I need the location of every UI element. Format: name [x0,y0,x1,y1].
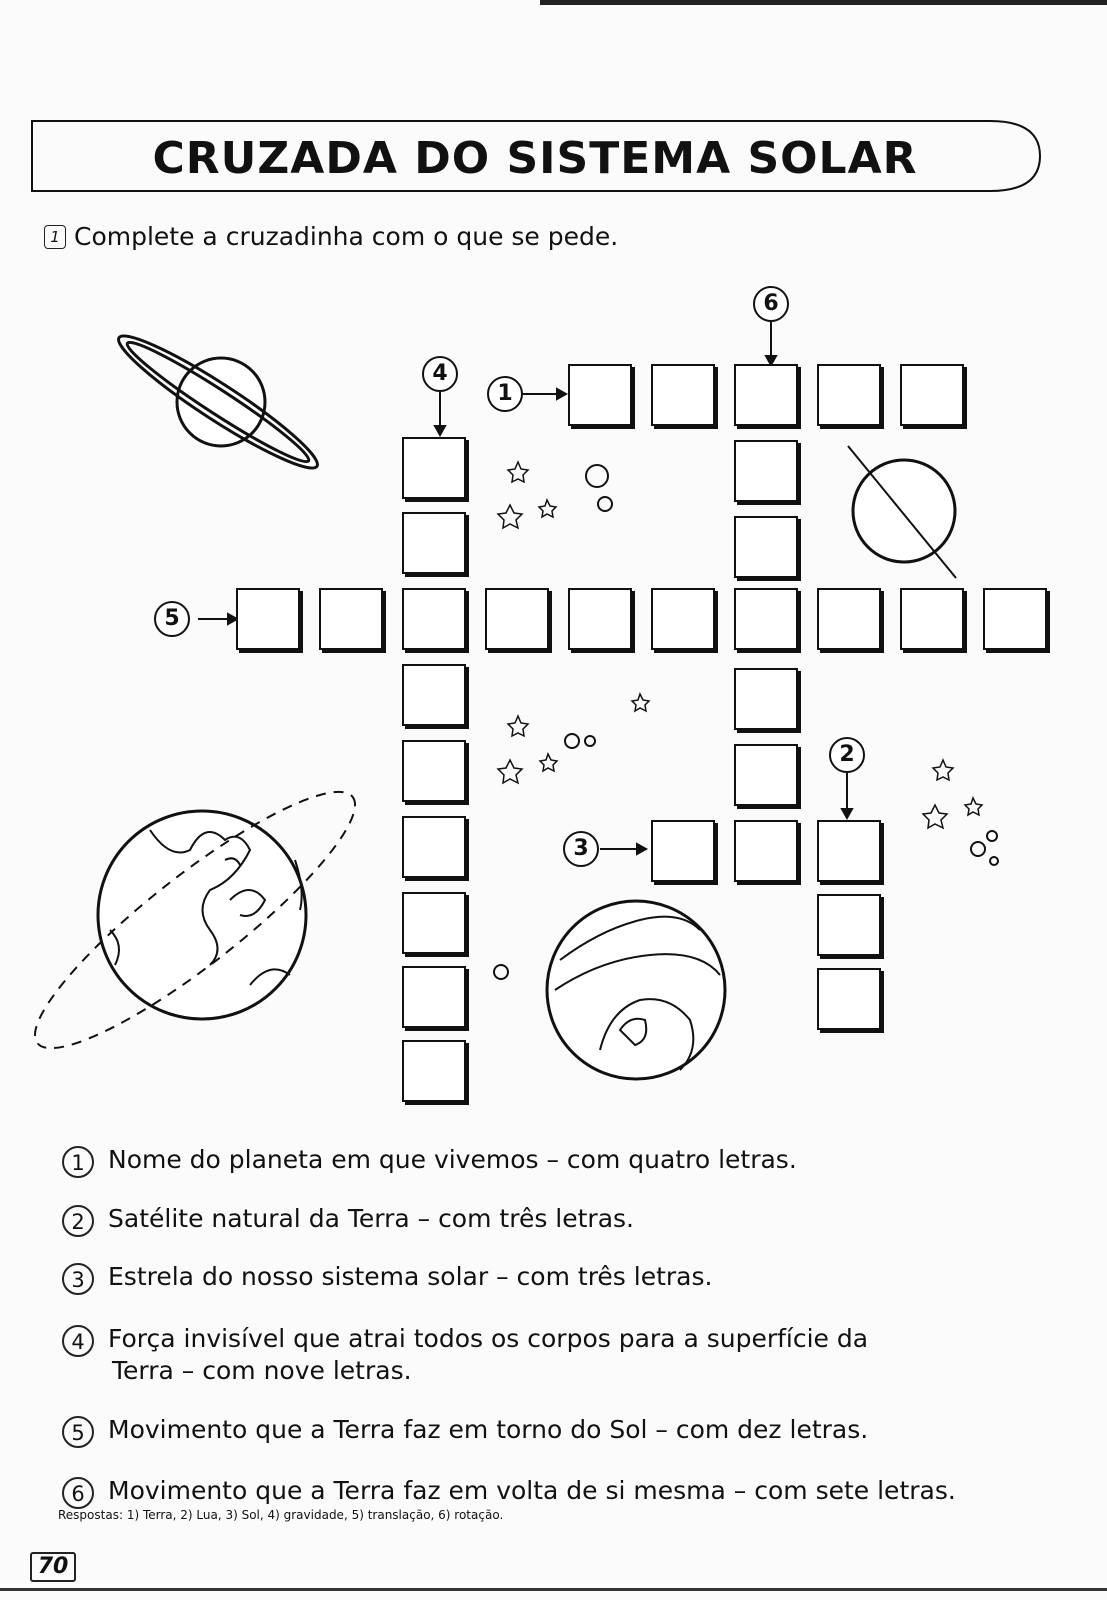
crossword-cell[interactable] [817,364,881,426]
crossword-cell[interactable] [734,364,798,426]
crossword-cell[interactable] [402,740,466,802]
clue-number: 6 [62,1477,94,1509]
crossword-cell[interactable] [900,588,964,650]
crossword-cell[interactable] [734,744,798,806]
crossword-cell[interactable] [817,894,881,956]
clue-text: Força invisível que atrai todos os corpos para a superfície da [108,1324,869,1353]
crossword-cell[interactable] [568,588,632,650]
crossword-cell[interactable] [319,588,383,650]
clue-5 [62,1416,868,1448]
question-number: 1 [44,225,66,249]
crossword-cell[interactable] [402,892,466,954]
crossword-cell[interactable] [817,820,881,882]
clue-text: Satélite natural da Terra – com três letras. [108,1204,634,1233]
clue-number: 5 [62,1416,94,1448]
crossword-cell[interactable] [983,588,1047,650]
crossword-cell[interactable] [734,820,798,882]
crossword-cell[interactable] [402,966,466,1028]
crossword-cell[interactable] [817,588,881,650]
crossword-cell[interactable] [734,440,798,502]
instruction-text: Complete a cruzadinha com o que se pede. [74,222,619,251]
crossword-cell[interactable] [402,512,466,574]
clue-text: Movimento que a Terra faz em torno do Sol – com dez letras. [108,1415,869,1444]
crossword-cell[interactable] [236,588,300,650]
crossword-cell[interactable] [402,437,466,499]
clue-number: 1 [62,1146,94,1178]
page-number: 70 [30,1552,76,1582]
crossword-cell[interactable] [651,588,715,650]
clue-number: 4 [62,1325,94,1357]
clue-6 [62,1477,956,1509]
crossword-cell[interactable] [651,364,715,426]
crossword-cell[interactable] [485,588,549,650]
planet-icon [848,446,956,578]
clue-1 [62,1146,797,1178]
clue-3 [62,1263,712,1295]
clue-text: Movimento que a Terra faz em volta de si mesma – com sete letras. [108,1476,956,1505]
crossword-label-4: 4 [422,356,458,392]
crossword-label-5: 5 [154,601,190,637]
answer-key: Respostas: 1) Terra, 2) Lua, 3) Sol, 4) gravidade, 5) translação, 6) rotação. [58,1508,504,1522]
crossword-label-6: 6 [753,286,789,322]
clue-2 [62,1205,634,1237]
crossword-cell[interactable] [734,668,798,730]
crossword-label-1: 1 [487,376,523,412]
bottom-rule [0,1588,1107,1591]
clue-number: 2 [62,1205,94,1237]
crossword-cell[interactable] [651,820,715,882]
crossword-label-2: 2 [829,737,865,773]
striped-planet-icon [547,901,725,1079]
earth-icon [98,811,306,1019]
clue-text: Estrela do nosso sistema solar – com três letras. [108,1262,713,1291]
crossword-cell[interactable] [402,816,466,878]
page-title: CRUZADA DO SISTEMA SOLAR [152,133,918,184]
crossword-cell[interactable] [568,364,632,426]
crossword-cell[interactable] [402,588,466,650]
crossword-cell[interactable] [734,516,798,578]
crossword-cell[interactable] [402,1040,466,1102]
crossword-cell[interactable] [817,968,881,1030]
crossword-cell[interactable] [402,664,466,726]
clue-text: Nome do planeta em que vivemos – com quatro letras. [108,1145,797,1174]
crossword-label-3: 3 [563,831,599,867]
clue-text-continuation: Terra – com nove letras. [112,1356,412,1385]
crossword-cell[interactable] [734,588,798,650]
ringed-planet-icon [109,323,327,482]
crossword-cell[interactable] [900,364,964,426]
clue-4 [62,1325,868,1384]
clue-number: 3 [62,1263,94,1295]
